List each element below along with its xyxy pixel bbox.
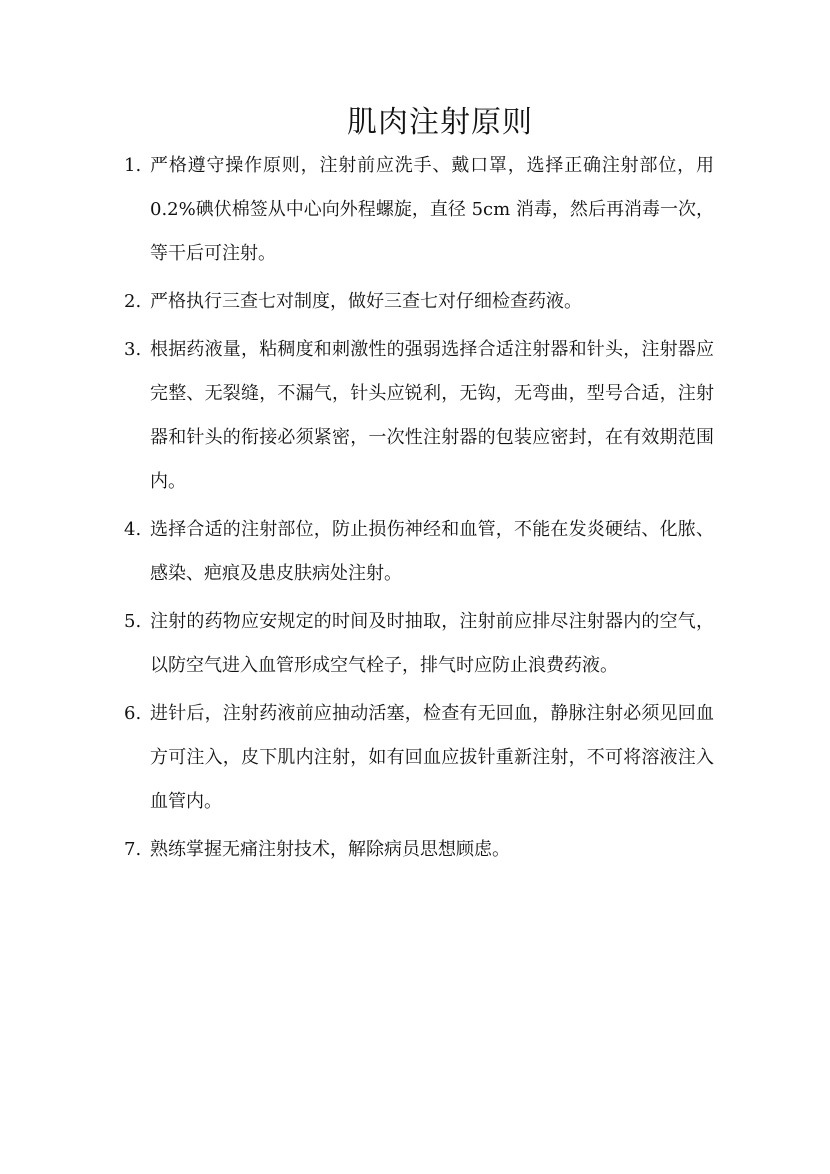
item-number: 2. <box>124 291 142 312</box>
principles-list <box>124 144 714 876</box>
list-item <box>124 600 714 688</box>
list-item <box>124 328 714 504</box>
list-item <box>124 508 714 596</box>
item-text: 进针后，注射药液前应抽动活塞，检查有无回血，静脉注射必须见回血方可注入，皮下肌内注射，如有回血应拔针重新注射，不可将溶液注入血管内。 <box>150 703 714 812</box>
list-item <box>124 828 714 872</box>
item-text: 注射的药物应安规定的时间及时抽取，注射前应排尽注射器内的空气，以防空气进入血管形成空气栓子，排气时应防止浪费药液。 <box>150 611 714 676</box>
item-text: 选择合适的注射部位，防止损伤神经和血管，不能在发炎硬结、化脓、感染、疤痕及患皮肤病处注射。 <box>150 519 714 584</box>
item-text: 严格遵守操作原则，注射前应洗手、戴口罩，选择正确注射部位，用 0.2%碘伏棉签从中心向外程螺旋，直径 5cm 消毒，然后再消毒一次，等干后可注射。 <box>150 155 714 264</box>
item-number: 4. <box>124 519 142 540</box>
item-text: 严格执行三查七对制度，做好三查七对仔细检查药液。 <box>150 291 582 312</box>
list-item <box>124 280 714 324</box>
page-title: 肌肉注射原则 <box>347 105 533 140</box>
item-number: 1. <box>124 155 142 176</box>
item-number: 6. <box>124 703 142 724</box>
list-item <box>124 144 714 276</box>
item-number: 5. <box>124 611 142 632</box>
item-text: 根据药液量，粘稠度和刺激性的强弱选择合适注射器和针头，注射器应完整、无裂缝，不漏气，针头应锐利，无钩，无弯曲，型号合适，注射器和针头的衔接必须紧密，一次性注射器的包装应密封，在有效期范围内。 <box>150 339 714 492</box>
item-number: 3. <box>124 339 142 360</box>
list-item <box>124 692 714 824</box>
item-text: 熟练掌握无痛注射技术，解除病员思想顾虑。 <box>150 839 510 860</box>
item-number: 7. <box>124 839 142 860</box>
